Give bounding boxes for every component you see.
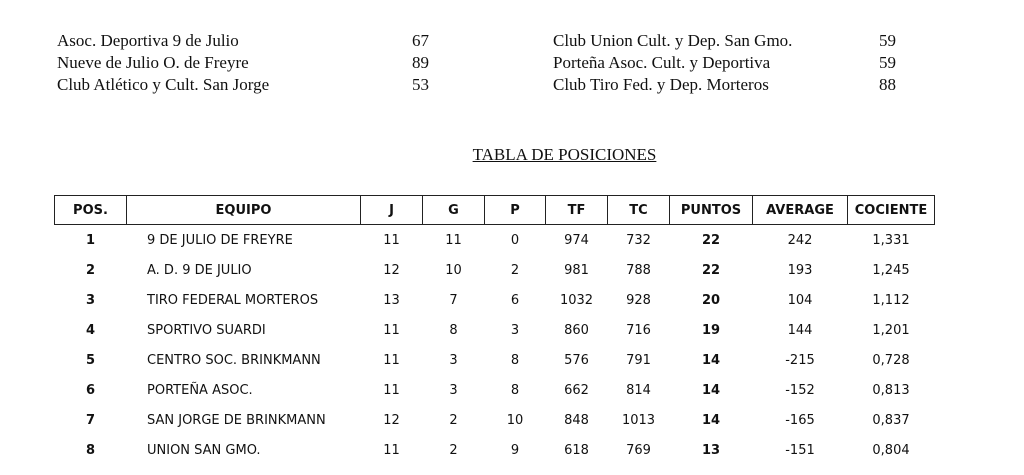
cell-tf: 860 — [564, 322, 589, 338]
cell-g: 10 — [445, 262, 462, 278]
cell-cociente: 1,112 — [872, 292, 910, 308]
cell-puntos: 19 — [701, 322, 721, 338]
cell-g: 3 — [449, 382, 458, 398]
cell-j: 11 — [383, 352, 400, 368]
cell-cociente: 0,813 — [872, 382, 910, 398]
cell-pos: 6 — [85, 382, 96, 398]
table-row — [55, 345, 935, 375]
cell-puntos: 14 — [701, 382, 721, 398]
result-team: Club Union Cult. y Dep. San Gmo. — [553, 31, 793, 50]
table-row — [55, 315, 935, 345]
cell-puntos: 22 — [701, 232, 721, 248]
result-team: Nueve de Julio O. de Freyre — [57, 53, 249, 72]
cell-tf: 981 — [564, 262, 589, 278]
cell-pos: 4 — [85, 322, 96, 338]
cell-g: 2 — [449, 412, 458, 428]
cell-tc: 1013 — [621, 412, 656, 428]
cell-g: 11 — [445, 232, 462, 248]
result-score: 67 — [412, 31, 429, 50]
cell-tc: 716 — [626, 322, 651, 338]
cell-puntos: 14 — [701, 412, 721, 428]
cell-cociente: 1,201 — [872, 322, 910, 338]
result-score: 59 — [879, 31, 896, 50]
cell-tc: 732 — [626, 232, 651, 248]
header-p: P — [485, 196, 546, 225]
header-j: J — [361, 196, 423, 225]
table-row — [55, 375, 935, 405]
cell-p: 10 — [506, 412, 524, 428]
cell-tc: 791 — [626, 352, 651, 368]
cell-g: 8 — [449, 322, 458, 338]
cell-pos: 1 — [85, 232, 96, 248]
cell-tf: 662 — [564, 382, 589, 398]
cell-j: 12 — [383, 262, 400, 278]
cell-cociente: 1,331 — [872, 232, 910, 248]
result-score: 88 — [879, 75, 896, 94]
cell-average: -152 — [785, 382, 815, 398]
cell-equipo: A. D. 9 DE JULIO — [147, 262, 252, 278]
cell-cociente: 0,728 — [872, 352, 910, 368]
cell-equipo: CENTRO SOC. BRINKMANN — [147, 352, 321, 368]
cell-average: 144 — [787, 322, 813, 338]
cell-tc: 788 — [626, 262, 651, 278]
cell-pos: 8 — [85, 442, 96, 458]
cell-j: 11 — [383, 442, 400, 458]
cell-average: -165 — [785, 412, 815, 428]
cell-equipo: TIRO FEDERAL MORTEROS — [147, 292, 319, 308]
cell-average: -215 — [785, 352, 815, 368]
cell-average: 104 — [787, 292, 813, 308]
header-g: G — [423, 196, 485, 225]
result-score: 89 — [412, 53, 429, 72]
cell-puntos: 14 — [701, 352, 721, 368]
header-row — [55, 196, 935, 225]
cell-tf: 1032 — [559, 292, 594, 308]
result-team: Club Tiro Fed. y Dep. Morteros — [553, 75, 769, 94]
cell-equipo: SPORTIVO SUARDI — [147, 322, 266, 338]
cell-p: 9 — [510, 442, 520, 458]
cell-g: 2 — [449, 442, 458, 458]
cell-average: 242 — [787, 232, 813, 248]
cell-j: 13 — [383, 292, 400, 308]
cell-tf: 576 — [564, 352, 589, 368]
cell-j: 11 — [383, 382, 400, 398]
cell-pos: 7 — [85, 412, 96, 428]
cell-tf: 848 — [564, 412, 589, 428]
cell-g: 7 — [449, 292, 458, 308]
cell-j: 12 — [383, 412, 400, 428]
cell-equipo: 9 DE JULIO DE FREYRE — [147, 232, 293, 248]
result-team: Porteña Asoc. Cult. y Deportiva — [553, 53, 771, 72]
cell-p: 8 — [510, 382, 520, 398]
header-cociente: COCIENTE — [848, 196, 935, 225]
header-pos: POS. — [55, 196, 127, 225]
cell-p: 3 — [510, 322, 520, 338]
cell-tc: 769 — [626, 442, 651, 458]
cell-j: 11 — [383, 232, 400, 248]
table-row — [55, 435, 935, 465]
cell-puntos: 13 — [701, 442, 721, 458]
cell-tc: 928 — [626, 292, 651, 308]
header-puntos: PUNTOS — [670, 196, 753, 225]
cell-cociente: 0,804 — [872, 442, 910, 458]
table-row — [55, 405, 935, 435]
cell-equipo: PORTEÑA ASOC. — [147, 382, 253, 398]
cell-p: 0 — [510, 232, 520, 248]
cell-p: 6 — [510, 292, 520, 308]
cell-puntos: 22 — [701, 262, 721, 278]
cell-pos: 2 — [85, 262, 96, 278]
cell-puntos: 20 — [701, 292, 721, 308]
cell-g: 3 — [449, 352, 458, 368]
table-row — [55, 225, 935, 256]
cell-equipo: SAN JORGE DE BRINKMANN — [147, 412, 326, 428]
cell-j: 11 — [383, 322, 400, 338]
header-tf: TF — [546, 196, 608, 225]
result-score: 53 — [412, 75, 429, 94]
table-row — [55, 285, 935, 315]
result-score: 59 — [879, 53, 896, 72]
cell-pos: 3 — [85, 292, 96, 308]
cell-p: 2 — [510, 262, 520, 278]
result-team: Club Atlético y Cult. San Jorge — [57, 75, 270, 94]
standings-title: TABLA DE POSICIONES — [472, 145, 657, 164]
result-team: Asoc. Deportiva 9 de Julio — [57, 31, 239, 50]
cell-pos: 5 — [85, 352, 96, 368]
cell-average: -151 — [785, 442, 815, 458]
header-average: AVERAGE — [753, 196, 848, 225]
cell-equipo: UNION SAN GMO. — [147, 442, 261, 458]
header-tc: TC — [608, 196, 670, 225]
cell-p: 8 — [510, 352, 520, 368]
cell-cociente: 1,245 — [872, 262, 910, 278]
cell-tf: 974 — [564, 232, 589, 248]
header-equipo: EQUIPO — [127, 196, 361, 225]
cell-tc: 814 — [626, 382, 651, 398]
cell-average: 193 — [787, 262, 813, 278]
cell-cociente: 0,837 — [872, 412, 910, 428]
cell-tf: 618 — [564, 442, 589, 458]
table-row — [55, 255, 935, 285]
standings-table — [54, 195, 935, 465]
